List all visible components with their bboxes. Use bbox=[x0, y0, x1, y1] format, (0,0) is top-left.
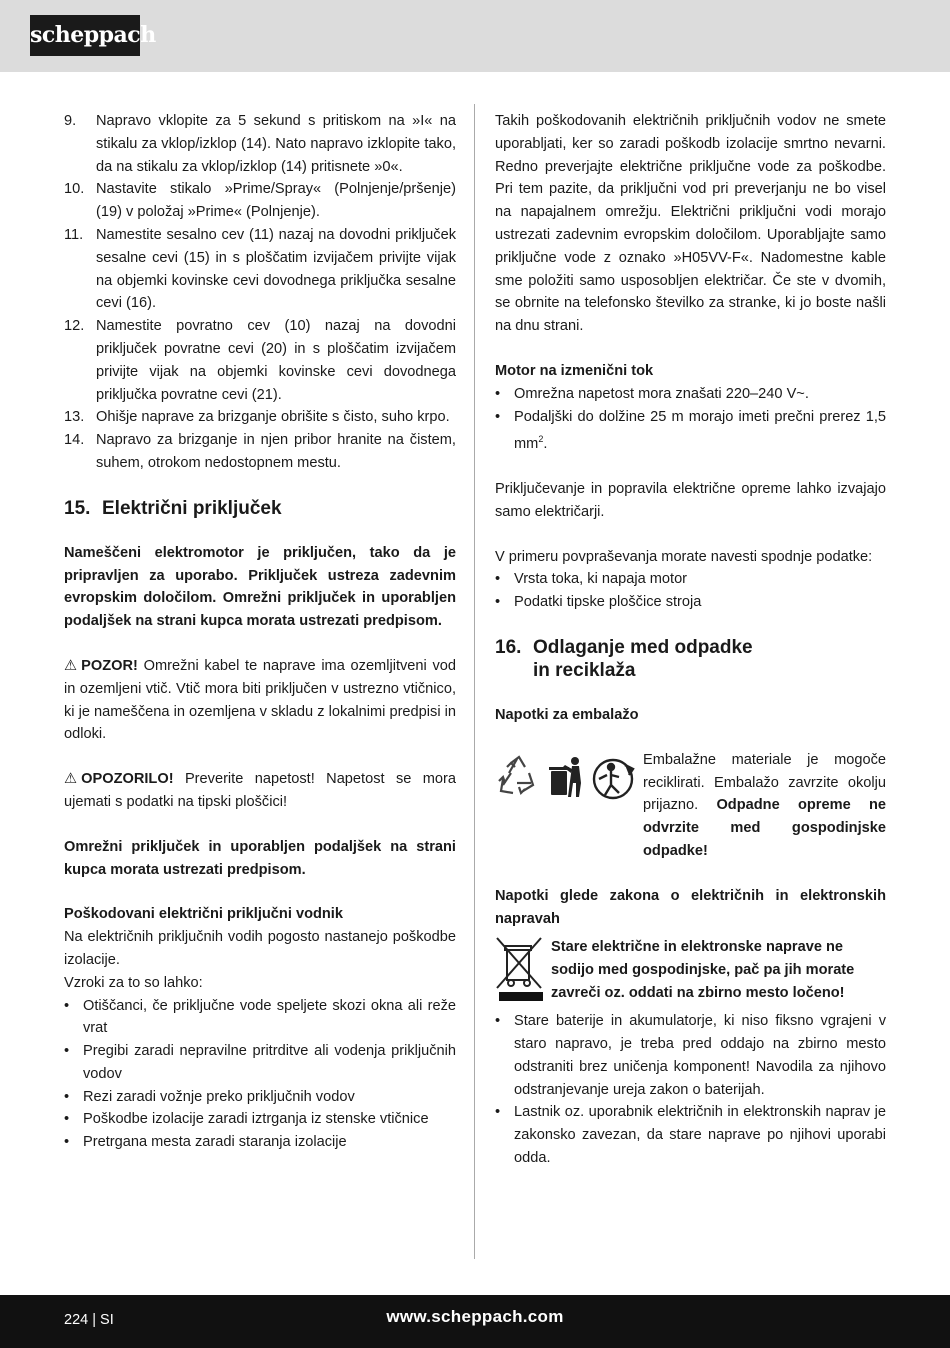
damaged-cable-title: Poškodovani električni priključni vodnik bbox=[64, 906, 343, 923]
pozor-warning: ⚠ POZOR! Omrežni kabel te naprave ima ozemljitveni vod in ozemljeni vtič. Vtič mora biti priključen v ustrezno vtičnico, ki je nameščena in ozemljena v skladu z lokalnimi predpisi in odloki. bbox=[64, 655, 456, 746]
weee-law-title: Napotki glede zakona o električnih in elektronskih napravah bbox=[495, 887, 886, 927]
packaging-block bbox=[495, 749, 886, 863]
header-bar bbox=[0, 0, 950, 72]
column-divider bbox=[474, 104, 475, 1259]
electrician-note: Priključevanje in popravila električne opreme lahko izvajajo samo električarji. bbox=[495, 481, 886, 520]
packaging-title: Napotki za embalažo bbox=[495, 707, 639, 723]
right-column bbox=[495, 110, 886, 1170]
step-item: 10. Nastavite stikalo »Prime/Spray« (Polnjenje/pršenje) (19) v položaj »Prime« (Polnjenje). bbox=[64, 181, 456, 221]
recycle-icon bbox=[499, 757, 533, 793]
list-item: • Pretrgana mesta zaradi staranja izolacije bbox=[64, 1134, 347, 1151]
step-item: 11. Namestite sesalno cev (11) nazaj na dovodni priključek sesalne cevi (15) in s ploščatim izvijačem privijte vijak na objemki kovinske cevi dovodnega priključka sesalne cevi (16). bbox=[64, 226, 456, 312]
section-15-heading: 15. Električni priključek bbox=[64, 497, 282, 519]
weee-text: Stare električne in elektronske naprave ne sodijo med gospodinjske, pač pa jih morate zavreči oz. oddati na zbirno mesto ločeno! bbox=[551, 939, 855, 1001]
opozorilo-warning: ⚠ OPOZORILO! Preverite napetost! Napetost se mora ujemati s podatki na tipski ploščici! bbox=[64, 768, 456, 814]
inquiry-note: V primeru povpraševanja morate navesti spodnje podatke: bbox=[495, 548, 873, 565]
brand-logo bbox=[30, 15, 156, 56]
left-column bbox=[64, 110, 456, 1154]
list-item: • Lastnik oz. uporabnik električnih in elektronskih naprav je zakonsko zavezan, da stare naprave po njihovi uporabi odda. bbox=[495, 1104, 886, 1166]
step-item: 14. Napravo za brizganje in njen pribor hranite na čistem, suhem, otrokom nedostopnem mestu. bbox=[64, 432, 456, 471]
connection-note: Omrežni priključek in uporabljen podaljšek na strani kupca morata ustrezati predpisom. bbox=[64, 838, 456, 878]
website-link[interactable]: www.scheppach.com bbox=[386, 1307, 564, 1326]
packaging-text: Embalažne materiale je mogoče reciklirati. Embalažo zavrzite okolju prijazno. Odpadne opreme ne odvrzite med gospodinjske odpadke! bbox=[643, 751, 887, 859]
damaged-cable-text: Na električnih priključnih vodih pogosto nastanejo poškodbe izolacije. bbox=[64, 929, 456, 968]
recycling-icons bbox=[495, 749, 643, 863]
step-item: 9. Napravo vklopite za 5 sekund s pritiskom na »I« na stikalu za vklop/izklop (14). Nato napravo izklopite tako, da na stikalu za vklop/izklop (14) pritisnete »0«. bbox=[64, 113, 456, 175]
footer-bar bbox=[0, 1295, 950, 1348]
crossed-bin-icon bbox=[495, 936, 551, 1010]
list-item: • Pregibi zaradi nepravilne pritrditve ali vodenja priključnih vodov bbox=[64, 1043, 456, 1082]
list-item: • Otiščanci, če priključne vode speljete skozi okna ali reže vrat bbox=[64, 997, 456, 1037]
list-item: • Podaljški do dolžine 25 m morajo imeti prečni prerez 1,5 $mm^2$. bbox=[495, 408, 886, 453]
list-item: • Rezi zaradi vožnje preko priključnih vodov bbox=[64, 1088, 355, 1105]
electric-intro: Nameščeni elektromotor je priključen, tako da je pripravljen za uporabo. Priključek ustreza zadevnim evropskim določilom. Omrežni priključek in uporabljen podaljšek na strani kupca morata ustrezati predpisom. bbox=[64, 544, 456, 630]
step-item: 12. Namestite povratno cev (10) nazaj na dovodni priključek povratne cevi (20) in s ploščatim izvijačem privijte vijak na objemki kovinske cevi dovodnega priključka povratne cevi (21). bbox=[64, 318, 456, 403]
brand-logo-text: scheppach bbox=[30, 22, 156, 48]
weee-block bbox=[495, 936, 886, 1010]
list-item: • Poškodbe izolacije zaradi iztrganja iz stenske vtičnice bbox=[64, 1111, 429, 1128]
trash-bin-person-icon bbox=[549, 757, 581, 797]
damaged-cable-continued: Takih poškodovanih električnih priključnih vodov ne smete uporabljati, ker so zaradi poškodb izolacije smrtno nevarni. Redno preverjajte električne priključne vode za poškodbe. Pri tem pazite, da priključni vod pri preverjanju ne bo visel na napajalnem omrežju. Električni priključni vodi morajo ustrezati zadevnim evropskim določilom. Uporabljajte samo priključne vode z oznako »H05VV-F«. Nadomestne kable sme položiti samo usposobljen električar. Če ste v dvomih, se obrnite na telefonsko številko za stranke, ki jo boste našli na dnu strani. bbox=[495, 113, 886, 335]
list-item: • Omrežna napetost mora znašati 220–240 V~. bbox=[495, 385, 809, 402]
damaged-cable-causes: Vzroki za to so lahko: bbox=[64, 974, 203, 991]
step-item: 13. Ohišje naprave za brizganje obrišite s čisto, suho krpo. bbox=[64, 409, 450, 426]
list-item: • Podatki tipske ploščice stroja bbox=[495, 594, 702, 611]
recycle-person-icon bbox=[594, 760, 633, 798]
list-item: • Vrsta toka, ki napaja motor bbox=[495, 571, 688, 588]
page-number: 224 | SI bbox=[64, 1312, 114, 1328]
section-16-heading: 16. Odlaganje med odpadke in reciklaža bbox=[495, 637, 753, 681]
motor-title: Motor na izmenični tok bbox=[495, 362, 654, 379]
list-item: • Stare baterije in akumulatorje, ki niso fiksno vgrajeni v staro napravo, je treba pred oddajo na zbirno mesto odstraniti brez uničenja komponent! Navodila za njihovo odstranjevanje ureja zakon o baterijah. bbox=[495, 1013, 886, 1098]
warning-label: ⚠ OPOZORILO! bbox=[64, 771, 174, 788]
warning-label: ⚠ POZOR! bbox=[64, 657, 138, 674]
